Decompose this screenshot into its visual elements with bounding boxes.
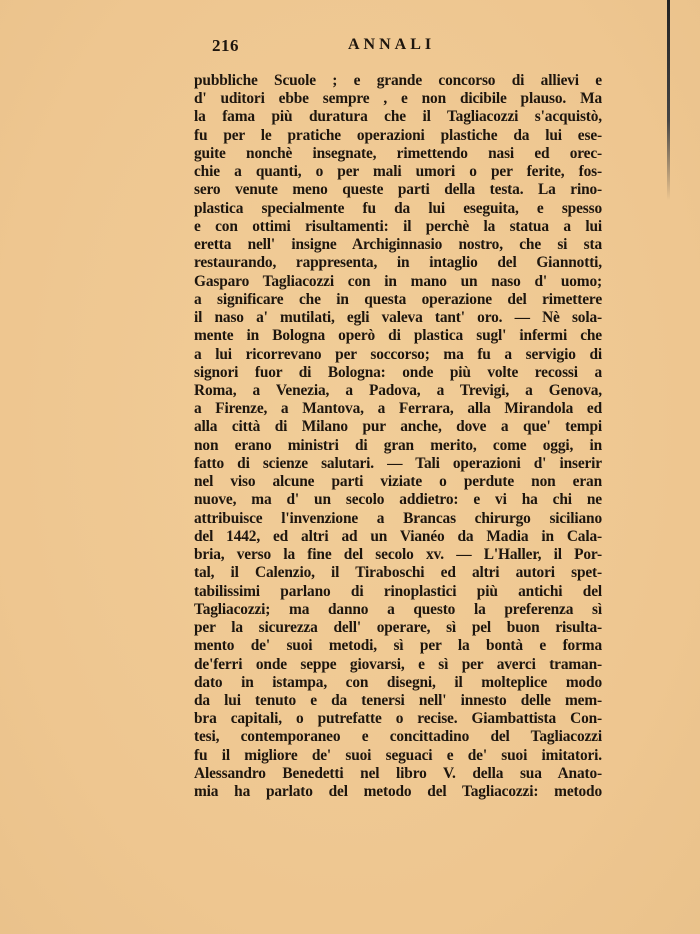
text-line: Gasparo Tagliacozzi con in mano un naso d' uomo; <box>194 272 602 290</box>
text-line: il naso a' mutilati, egli valeva tant' oro. — Nè sola- <box>194 309 602 327</box>
text-line: non erano ministri di gran merito, come oggi, in <box>194 436 602 454</box>
text-line: fatto di scienze salutari. — Tali operazioni d' inserir <box>194 454 602 472</box>
text-line: restaurando, rappresenta, in intaglio del Giannotti, <box>194 254 602 272</box>
text-line: de'ferri onde seppe giovarsi, e sì per averci traman- <box>194 655 602 673</box>
text-line: pubbliche Scuole ; e grande concorso di allievi e <box>194 72 602 89</box>
text-line: e con ottimi risultamenti: il perchè la statua a lui <box>194 217 602 235</box>
text-line: mento de' suoi metodi, sì per la bontà e forma <box>194 637 602 655</box>
body-text <box>194 72 602 801</box>
text-line: nuove, ma d' un secolo addietro: e vi ha chi ne <box>194 491 602 509</box>
text-line: del 1442, ed altri ad un Vianéo da Madia in Cala- <box>194 527 602 545</box>
text-line: plastica specialmente fu da lui eseguita, e spesso <box>194 199 602 217</box>
running-title: ANNALI <box>348 36 436 53</box>
text-line: a significare che in questa operazione del rimettere <box>194 290 602 308</box>
text-line: da lui tenuto e da tenersi nell' innesto delle mem- <box>194 691 602 709</box>
text-line: mia ha parlato del metodo del Tagliacozzi: metodo <box>194 783 602 801</box>
text-line: guite nonchè insegnate, rimettendo nasi ed orec- <box>194 144 602 162</box>
page-number: 216 <box>212 36 239 55</box>
text-line: mente in Bologna operò di plastica sugl' infermi che <box>194 327 602 345</box>
text-line: sero venute meno queste parti della testa. La rino- <box>194 181 602 199</box>
text-line: Alessandro Benedetti nel libro V. della sua Anato- <box>194 764 602 782</box>
text-line: bra capitali, o putrefatte o recise. Giambattista Con- <box>194 710 602 728</box>
text-line: per la sicurezza dell' operare, sì pel buon risulta- <box>194 619 602 637</box>
text-line: nel viso alcune parti viziate o perdute non eran <box>194 473 602 491</box>
text-line: fu per le pratiche operazioni plastiche da lui ese- <box>194 126 602 144</box>
text-line: chie a quanti, o per mali umori o per ferite, fos- <box>194 163 602 181</box>
text-line: bria, verso la fine del secolo xv. — L'Haller, il Por- <box>194 546 602 564</box>
text-line: d' uditori ebbe sempre , e non dicibile plauso. Ma <box>194 90 602 108</box>
page-edge-line <box>667 0 670 200</box>
text-line: eretta nell' insigne Archiginnasio nostro, che si sta <box>194 236 602 254</box>
text-line: alla città di Milano pur anche, dove a que' tempi <box>194 418 602 436</box>
text-line: fu il migliore de' suoi seguaci e de' suoi imitatori. <box>194 746 602 764</box>
text-line: la fama più duratura che il Tagliacozzi s'acquistò, <box>194 108 602 126</box>
text-line: tesi, contemporaneo e concittadino del Tagliacozzi <box>194 728 602 746</box>
text-line: Roma, a Venezia, a Padova, a Trevigi, a Genova, <box>194 381 602 399</box>
text-line: attribuisce l'invenzione a Brancas chirurgo siciliano <box>194 509 602 527</box>
page-header <box>212 36 472 58</box>
text-line: Tagliacozzi; ma danno a questo la preferenza sì <box>194 600 602 618</box>
text-line: tabilissimi parlano di rinoplastici più antichi del <box>194 582 602 600</box>
text-line: a lui ricorrevano per soccorso; ma fu a servigio di <box>194 345 602 363</box>
text-line: tal, il Calenzio, il Tiraboschi ed altri autori spet- <box>194 564 602 582</box>
text-line: a Firenze, a Mantova, a Ferrara, alla Mirandola ed <box>194 400 602 418</box>
text-line: signori fuor di Bologna: onde più volte recossi a <box>194 363 602 381</box>
text-line: dato in istampa, con disegni, il molteplice modo <box>194 673 602 691</box>
